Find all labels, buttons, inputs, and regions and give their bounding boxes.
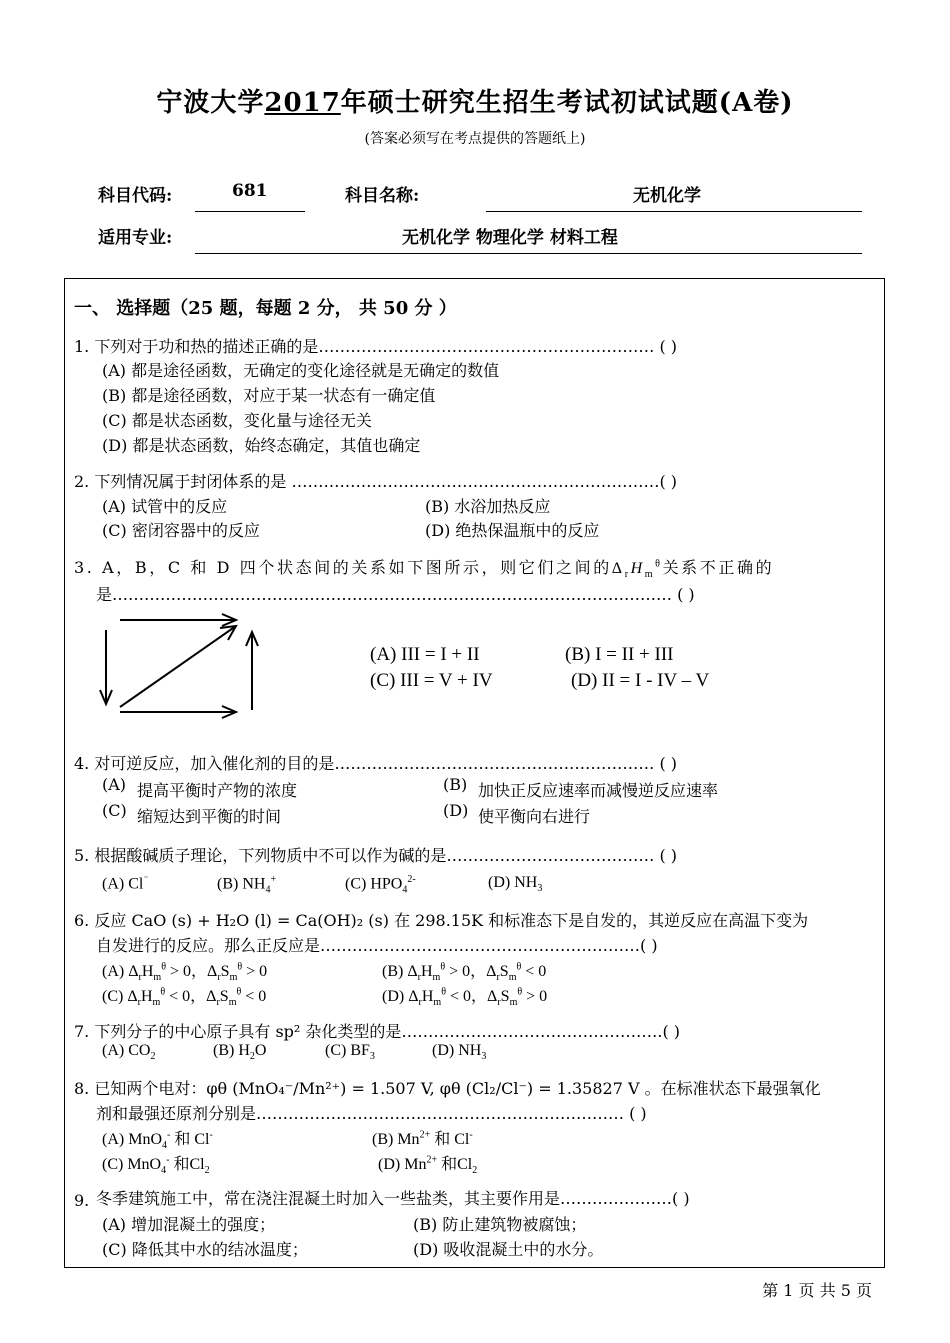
- q9-stem: 冬季建筑施工中，常在浇注混凝土时加入一些盐类，其主要作用是…………………( ): [96, 1189, 690, 1208]
- q6-stem-line2: 自发进行的反应。那么正反应是……………………………………………………( ): [96, 936, 658, 955]
- q5-stem: 5. 根据酸碱质子理论，下列物质中不可以作为碱的是………………………………… ( ): [74, 846, 678, 865]
- q4-option-b-label: (B): [443, 775, 468, 794]
- q2-option-d: (D) 绝热保温瓶中的反应: [425, 521, 600, 540]
- q4-option-d-label: (D): [443, 801, 469, 820]
- answer-note: (答案必须写在考点提供的答题纸上): [364, 131, 586, 147]
- arrow-diagonal: [120, 626, 236, 707]
- q8-option-a: (A) MnO$_4$- 和 Cl-: [102, 1129, 213, 1152]
- q4-option-c: 缩短达到平衡的时间: [137, 807, 282, 826]
- q9-option-b: (B) 防止建筑物被腐蚀；: [413, 1215, 587, 1234]
- subject-name-label: 科目名称:: [345, 186, 420, 206]
- q6-option-c: (C) $\Delta_rH_m^\theta < 0$，$\Delta_rS_m^\theta < 0$: [102, 986, 267, 1009]
- major: 无机化学 物理化学 材料工程: [402, 228, 618, 248]
- exam-title: 宁波大学2017年硕士研究生招生考试初试试题(A卷): [156, 88, 794, 118]
- q2-option-c: (C) 密闭容器中的反应: [102, 521, 260, 540]
- q1-option-a: (A) 都是途径函数，无确定的变化途径就是无确定的数值: [102, 361, 500, 380]
- q3-option-d: (D) II = I - IV – V: [571, 670, 710, 691]
- subject-code: 681: [232, 181, 268, 201]
- q4-option-a-label: (A): [102, 775, 127, 794]
- q1-option-d: (D) 都是状态函数，始终态确定，其值也确定: [102, 436, 421, 455]
- q2-stem: 2. 下列情况属于封闭体系的是 ……………………………………………………………( ): [74, 472, 678, 491]
- q7-option-b: (B) $H_2O$: [213, 1042, 267, 1063]
- q4-stem: 4. 对可逆反应，加入催化剂的目的是…………………………………………………… ( ): [74, 754, 678, 773]
- q4-option-d: 使平衡向右进行: [478, 807, 591, 826]
- state-diagram: [90, 612, 260, 724]
- major-label: 适用专业:: [98, 228, 173, 248]
- enthalpy-symbol: $\Delta_rH_m^\theta$: [611, 558, 663, 581]
- q8-option-c: (C) MnO$_4$- 和$Cl_2$: [102, 1154, 210, 1177]
- subject-name: 无机化学: [633, 186, 701, 206]
- q6-option-b: (B) $\Delta_rH_m^\theta > 0$，$\Delta_rS_m^\theta < 0$: [382, 961, 547, 984]
- section-title: 一、 选择题（25 题，每题 2 分， 共 50 分 ）: [74, 298, 457, 319]
- subject-code-label: 科目代码:: [98, 186, 173, 206]
- q3-stem-line1: 3. A，B，C 和 D 四个状态间的关系如下图所示，则它们之间的$\Delta_rH_m^\theta$关系不正确的: [74, 558, 775, 581]
- q8-stem-line1: 8. 已知两个电对：φθ (MnO₄⁻/Mn²⁺) = 1.507 V, φθ (Cl₂/Cl⁻) = 1.35827 V 。在标准状态下最强氧化: [74, 1079, 821, 1098]
- q5-option-c: (C) $HPO_4^{2-}$: [345, 874, 416, 896]
- q8-stem-line2: 剂和最强还原剂分别是…………………………………………………………… ( ): [96, 1104, 647, 1123]
- q5-option-d: (D) $NH_3$: [488, 874, 543, 895]
- q7-option-a: (A) $CO_2$: [102, 1042, 156, 1063]
- subject-code-underline: [195, 211, 305, 212]
- q3-stem-line2: 是…………………………………………………………………………………………… ( ): [96, 585, 695, 604]
- q2-option-b: (B) 水浴加热反应: [425, 497, 551, 516]
- q3-option-a: (A) III = I + II: [370, 644, 480, 665]
- q8-option-b: (B) $Mn^{2+}$ 和 Cl-: [372, 1129, 473, 1148]
- subject-name-underline: [486, 211, 862, 212]
- q7-option-d: (D) $NH_3$: [432, 1042, 487, 1063]
- q7-stem: 7. 下列分子的中心原子具有 sp² 杂化类型的是………………………………………….( ): [74, 1022, 681, 1041]
- q6-option-a: (A) $\Delta_rH_m^\theta > 0$，$\Delta_rS_m^\theta > 0$: [102, 961, 268, 984]
- q7-option-c: (C) $BF_3$: [325, 1042, 375, 1063]
- q4-option-b: 加快正反应速率而减慢逆反应速率: [478, 781, 719, 800]
- q5-option-a: (A) Cl⁻: [102, 874, 149, 893]
- q6-option-d: (D) $\Delta_rH_m^\theta < 0$，$\Delta_rS_m^\theta > 0$: [382, 986, 548, 1009]
- q9-option-d: (D) 吸收混凝土中的水分。: [413, 1240, 604, 1259]
- q9-option-c: (C) 降低其中水的结冰温度；: [102, 1240, 308, 1259]
- page-number: 第 1 页 共 5 页: [762, 1281, 872, 1300]
- q9-number: 9.: [74, 1191, 90, 1210]
- q3-option-c: (C) III = V + IV: [370, 670, 493, 691]
- q4-option-a: 提高平衡时产物的浓度: [137, 781, 298, 800]
- q8-option-d: (D) $Mn^{2+}$ 和$Cl_2$: [378, 1154, 478, 1177]
- q9-option-a: (A) 增加混凝土的强度；: [102, 1215, 276, 1234]
- q6-stem-line1: 6. 反应 CaO (s) + H₂O (l) = Ca(OH)₂ (s) 在 298.15K 和标准态下是自发的，其逆反应在高温下变为: [74, 911, 809, 930]
- q5-option-b: (B) $NH_4^+$: [217, 874, 277, 896]
- q1-option-c: (C) 都是状态函数，变化量与途径无关: [102, 411, 372, 430]
- q2-option-a: (A) 试管中的反应: [102, 497, 228, 516]
- major-underline: [195, 253, 862, 254]
- q3-option-b: (B) I = II + III: [565, 644, 674, 665]
- q1-stem: 1. 下列对于功和热的描述正确的是……………………………………………………… ( ): [74, 337, 678, 356]
- q4-option-c-label: (C): [102, 801, 127, 820]
- q1-option-b: (B) 都是途径函数，对应于某一状态有一确定值: [102, 386, 436, 405]
